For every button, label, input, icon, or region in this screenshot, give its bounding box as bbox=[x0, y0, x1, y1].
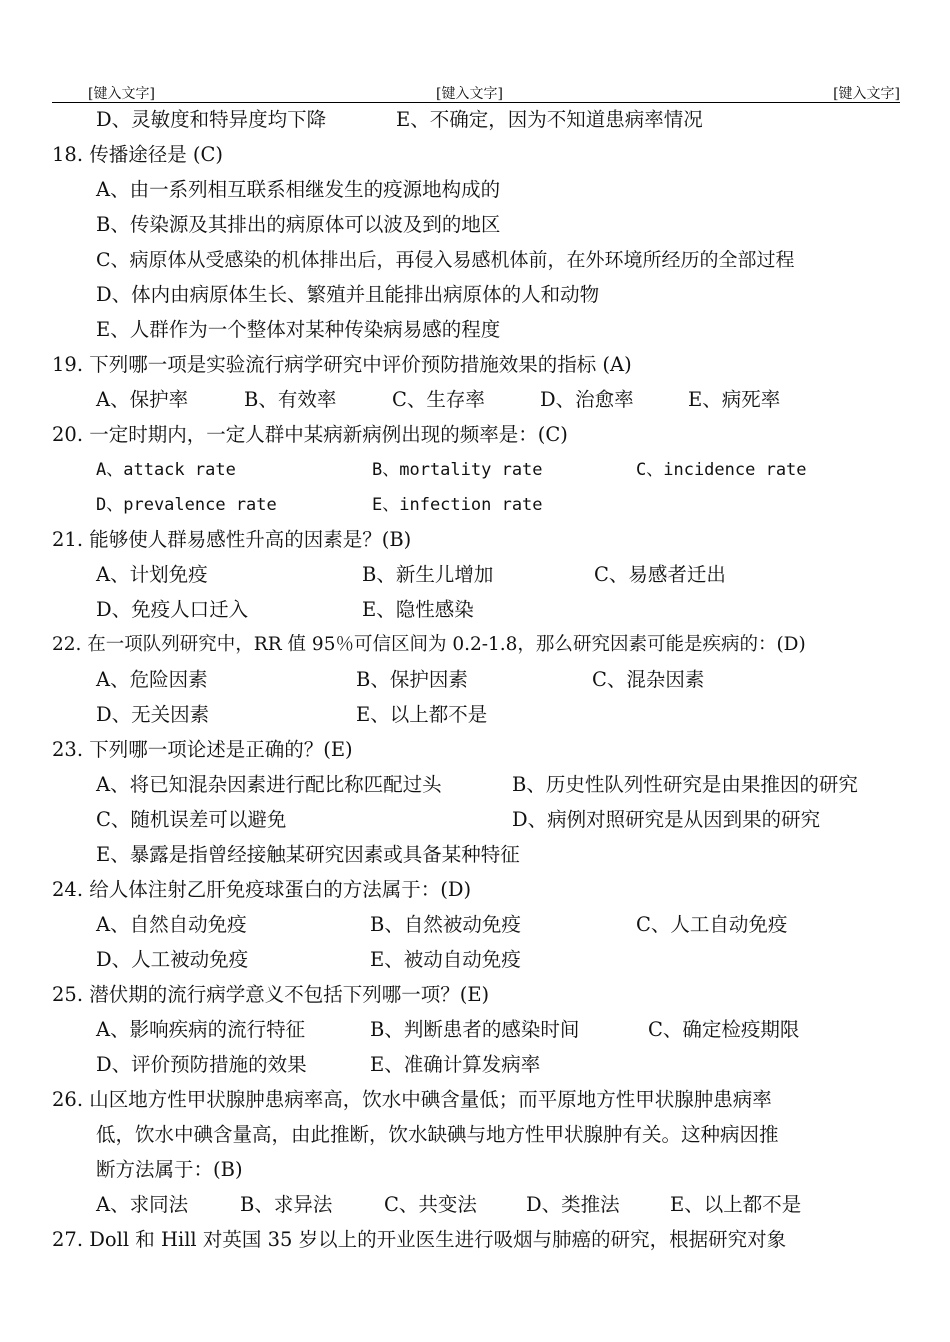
q22-option-d: D、无关因素 bbox=[96, 703, 210, 726]
header-center-placeholder[interactable]: [键入文字] bbox=[436, 86, 503, 102]
q26-stem-line1: 26. 山区地方性甲状腺肿患病率高，饮水中碘含量低；而平原地方性甲状腺肿患病率 bbox=[52, 1088, 772, 1111]
q26-stem-line2: 低，饮水中碘含量高，由此推断，饮水缺碘与地方性甲状腺肿有关。这种病因推 bbox=[96, 1123, 779, 1146]
q26-option-a: A、求同法 bbox=[96, 1193, 189, 1216]
q17-option-e: E、不确定，因为不知道患病率情况 bbox=[396, 108, 703, 131]
q26-option-b: B、求异法 bbox=[240, 1193, 333, 1216]
q18-stem: 18. 传播途径是 (C) bbox=[52, 143, 224, 166]
q24-option-c: C、人工自动免疫 bbox=[636, 913, 788, 936]
q22-option-a: A、危险因素 bbox=[96, 668, 208, 691]
q26-option-d: D、类推法 bbox=[526, 1193, 620, 1216]
header-left-placeholder[interactable]: [键入文字] bbox=[88, 86, 155, 102]
q20-option-e: E、infection rate bbox=[372, 495, 543, 515]
q18-option-d: D、体内由病原体生长、繁殖并且能排出病原体的人和动物 bbox=[96, 283, 600, 306]
q20-stem: 20. 一定时期内，一定人群中某病新病例出现的频率是：(C) bbox=[52, 423, 568, 446]
q23-stem: 23. 下列哪一项论述是正确的？(E) bbox=[52, 738, 353, 761]
q19-option-a: A、保护率 bbox=[96, 388, 189, 411]
q22-option-c: C、混杂因素 bbox=[592, 668, 705, 691]
q24-stem: 24. 给人体注射乙肝免疫球蛋白的方法属于：(D) bbox=[52, 878, 472, 901]
q23-option-a: A、将已知混杂因素进行配比称匹配过头 bbox=[96, 773, 442, 796]
q20-option-d: D、prevalence rate bbox=[96, 495, 277, 515]
q25-option-a: A、影响疾病的流行特征 bbox=[96, 1018, 306, 1041]
q20-option-a: A、attack rate bbox=[96, 460, 236, 480]
q24-option-b: B、自然被动免疫 bbox=[370, 913, 521, 936]
q24-option-d: D、人工被动免疫 bbox=[96, 948, 249, 971]
q25-stem: 25. 潜伏期的流行病学意义不包括下列哪一项？(E) bbox=[52, 983, 490, 1006]
q24-option-e: E、被动自动免疫 bbox=[370, 948, 521, 971]
q26-option-e: E、以上都不是 bbox=[670, 1193, 802, 1216]
q22-option-e: E、以上都不是 bbox=[356, 703, 488, 726]
q23-option-c: C、随机误差可以避免 bbox=[96, 808, 287, 831]
q23-option-e: E、暴露是指曾经接触某研究因素或具备某种特征 bbox=[96, 843, 520, 866]
q25-option-c: C、确定检疫期限 bbox=[648, 1018, 800, 1041]
q21-option-e: E、隐性感染 bbox=[362, 598, 474, 621]
q20-option-b: B、mortality rate bbox=[372, 460, 543, 480]
q17-option-d: D、灵敏度和特异度均下降 bbox=[96, 108, 327, 131]
q18-option-a: A、由一系列相互联系相继发生的疫源地构成的 bbox=[96, 178, 501, 201]
header-right-placeholder[interactable]: [键入文字] bbox=[833, 86, 900, 102]
q21-option-b: B、新生儿增加 bbox=[362, 563, 494, 586]
q22-stem: 22. 在一项队列研究中，RR 值 95％可信区间为 0.2-1.8，那么研究因素可能是疾病的：(D) bbox=[52, 634, 806, 655]
q18-option-c: C、病原体从受感染的机体排出后，再侵入易感机体前，在外环境所经历的全部过程 bbox=[96, 249, 795, 271]
q23-option-d: D、病例对照研究是从因到果的研究 bbox=[512, 808, 821, 831]
q25-option-d: D、评价预防措施的效果 bbox=[96, 1053, 307, 1076]
q18-option-b: B、传染源及其排出的病原体可以波及到的地区 bbox=[96, 213, 501, 236]
q19-option-c: C、生存率 bbox=[392, 388, 485, 411]
q19-option-d: D、治愈率 bbox=[540, 388, 634, 411]
q22-option-b: B、保护因素 bbox=[356, 668, 468, 691]
q21-stem: 21. 能够使人群易感性升高的因素是？(B) bbox=[52, 528, 412, 551]
q20-option-c: C、incidence rate bbox=[636, 460, 807, 480]
q24-option-a: A、自然自动免疫 bbox=[96, 913, 247, 936]
q26-stem-line3: 断方法属于：(B) bbox=[96, 1158, 243, 1181]
page-header bbox=[52, 80, 900, 103]
q23-option-b: B、历史性队列性研究是由果推因的研究 bbox=[512, 773, 858, 796]
q25-option-b: B、判断患者的感染时间 bbox=[370, 1018, 580, 1041]
q19-stem: 19. 下列哪一项是实验流行病学研究中评价预防措施效果的指标 (A) bbox=[52, 353, 632, 376]
q21-option-a: A、计划免疫 bbox=[96, 563, 208, 586]
q25-option-e: E、准确计算发病率 bbox=[370, 1053, 541, 1076]
q19-option-e: E、病死率 bbox=[688, 388, 781, 411]
q26-option-c: C、共变法 bbox=[384, 1193, 477, 1216]
q27-stem: 27. Doll 和 Hill 对英国 35 岁以上的开业医生进行吸烟与肺癌的研究，根据研究对象 bbox=[52, 1228, 787, 1251]
q18-option-e: E、人群作为一个整体对某种传染病易感的程度 bbox=[96, 318, 501, 341]
q21-option-d: D、免疫人口迁入 bbox=[96, 598, 249, 621]
q21-option-c: C、易感者迁出 bbox=[594, 563, 726, 586]
q19-option-b: B、有效率 bbox=[244, 388, 337, 411]
